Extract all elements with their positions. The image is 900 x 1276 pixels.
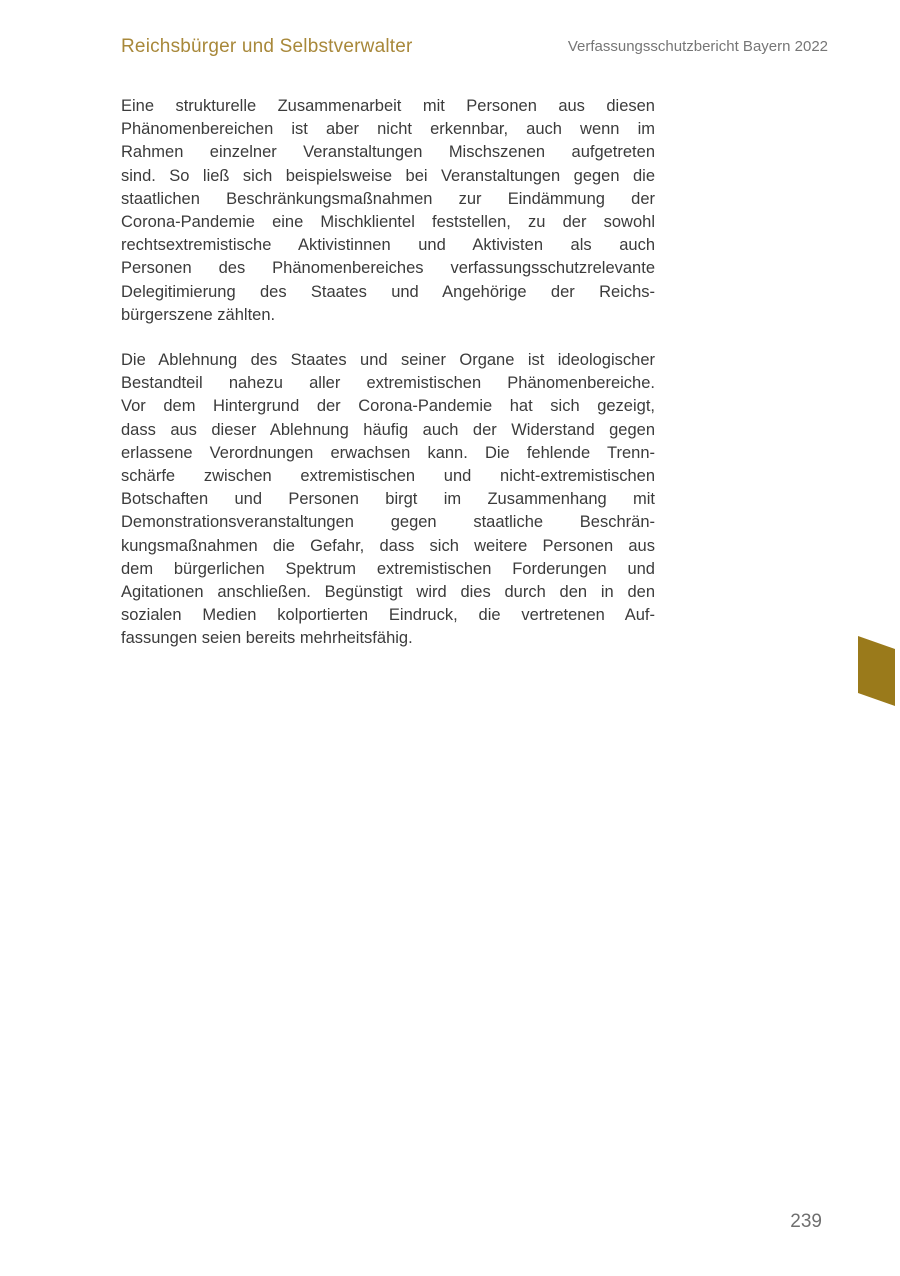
paragraph-line: Die Ablehnung des Staates und seiner Organe ist ideologischer <box>121 351 655 370</box>
paragraph-line: Eine strukturelle Zusammenarbeit mit Personen aus diesen <box>121 97 655 115</box>
paragraph-line: staatlichen Beschränkungsmaßnahmen zur Eindämmung der <box>121 189 655 208</box>
body-text <box>121 95 655 651</box>
paragraph-line: Demonstrationsveranstaltungen gegen staatliche Beschrän- <box>121 513 655 532</box>
paragraph-line: dass aus dieser Ablehnung häufig auch der Widerstand gegen <box>121 420 655 439</box>
paragraph-line: Botschaften und Personen birgt im Zusammenhang mit <box>121 490 655 509</box>
paragraph-line: sozialen Medien kolportierten Eindruck, die vertretenen Auf- <box>121 606 655 625</box>
bookmark-icon <box>858 636 895 706</box>
paragraph-line: Agitationen anschließen. Begünstigt wird dies durch den in den <box>121 583 655 602</box>
paragraph-line: kungsmaßnahmen die Gefahr, dass sich weitere Personen aus <box>121 536 655 555</box>
report-title: Verfassungsschutzbericht Bayern 2022 <box>567 38 828 55</box>
section-title: Reichsbürger und Selbstverwalter <box>121 36 413 57</box>
paragraph-line: Phänomenbereichen ist aber nicht erkennbar, auch wenn im <box>121 120 655 139</box>
paragraph <box>121 95 655 327</box>
paragraph <box>121 349 655 651</box>
paragraph-line: dem bürgerlichen Spektrum extremistischen Forderungen und <box>121 559 655 578</box>
paragraph-line: schärfe zwischen extremistischen und nicht-extremistischen <box>121 467 655 486</box>
paragraph-line: bürgerszene zählten. <box>121 305 276 324</box>
paragraph-line: rechtsextremistische Aktivistinnen und Aktivisten als auch <box>121 236 655 255</box>
paragraph-line: Corona-Pandemie eine Mischklientel feststellen, zu der sowohl <box>121 213 655 232</box>
paragraph-line: Rahmen einzelner Veranstaltungen Mischszenen aufgetreten <box>121 143 655 162</box>
paragraph-line: Personen des Phänomenbereiches verfassungsschutzrelevante <box>121 259 655 278</box>
paragraph-line: Vor dem Hintergrund der Corona-Pandemie hat sich gezeigt, <box>121 397 655 416</box>
paragraph-line: Bestandteil nahezu aller extremistischen Phänomenbereiche. <box>121 374 655 393</box>
paragraph-line: erlassene Verordnungen erwachsen kann. Die fehlende Trenn- <box>121 443 655 462</box>
page-number: 239 <box>790 1211 822 1232</box>
paragraph-line: fassungen seien bereits mehrheitsfähig. <box>121 629 413 648</box>
paragraph-line: sind. So ließ sich beispielsweise bei Veranstaltungen gegen die <box>121 166 655 185</box>
paragraph-line: Delegitimierung des Staates und Angehörige der Reichs- <box>121 282 655 301</box>
